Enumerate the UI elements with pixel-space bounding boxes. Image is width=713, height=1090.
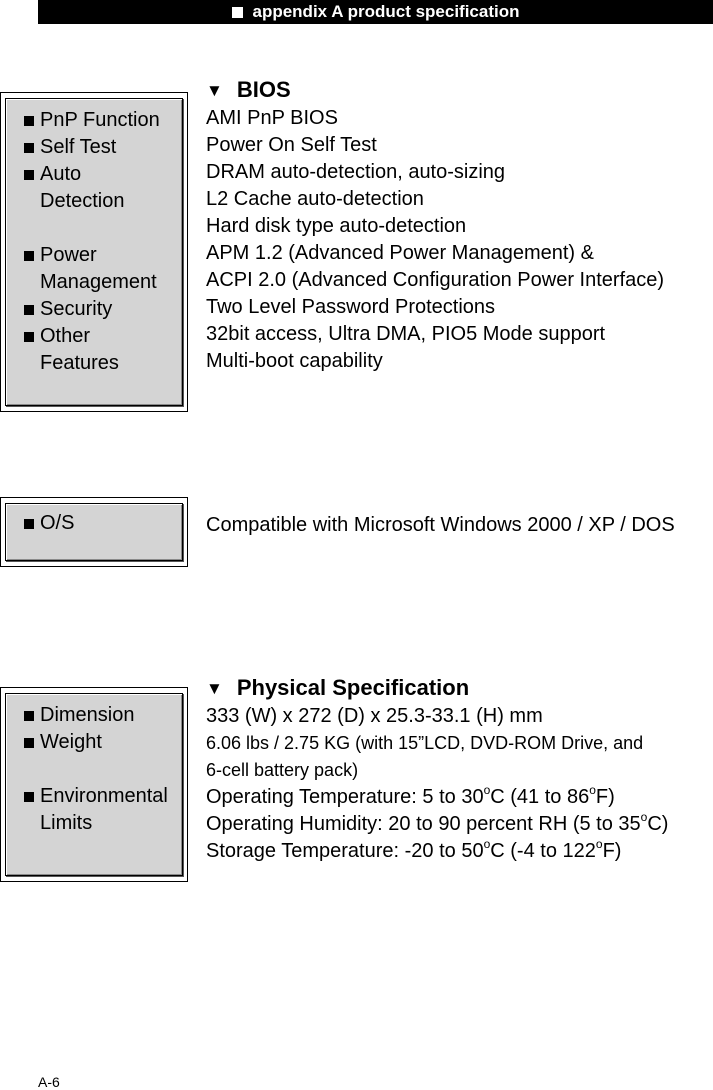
os-feature-list [24,510,180,537]
page-number: A-6 [38,1074,60,1090]
operating-humidity: Operating Humidity: 20 to 90 percent RH (5 to 35$^o$C) [206,810,669,835]
feature-item: Other Features [24,323,120,377]
bios-line: APM 1.2 (Advanced Power Management) & [206,242,594,264]
triangle-down-icon: ▼ [206,81,223,100]
bios-line: ACPI 2.0 (Advanced Configuration Power Interface) [206,269,665,291]
chapter-header [38,0,713,24]
physical-details [206,703,668,865]
chapter-title: appendix A product specification [252,2,520,21]
bios-details [206,105,664,375]
feature-item: Self Test [24,134,180,161]
feature-item: Weight [24,729,180,756]
os-value: Compatible with Microsoft Windows 2000 / XP / DOS [206,514,675,536]
square-bullet-icon [24,519,34,529]
bios-line: L2 Cache auto-detection [206,188,424,210]
bios-line: DRAM auto-detection, auto-sizing [206,161,506,183]
os-box [0,497,188,567]
square-icon [232,7,243,18]
bios-line: Power On Self Test [206,134,377,156]
feature-item: Environmental Limits [24,783,180,837]
bios-feature-list [24,107,180,377]
square-bullet-icon [24,305,34,315]
feature-item: Dimension [24,702,180,729]
dimension-value: 333 (W) x 272 (D) x 25.3-33.1 (H) mm [206,705,543,727]
feature-item: Auto Detection [24,161,120,215]
feature-item: O/S [24,510,180,537]
operating-temperature: Operating Temperature: 5 to 30$^o$C (41 to 86$^o$F) [206,783,615,808]
storage-temperature: Storage Temperature: -20 to 50$^o$C (-4 to 122$^o$F) [206,837,622,862]
physical-feature-list [24,702,180,837]
bios-line: 32bit access, Ultra DMA, PIO5 Mode support [206,323,606,345]
square-bullet-icon [24,170,34,180]
physical-heading [206,675,469,702]
square-bullet-icon [24,116,34,126]
bios-line: Two Level Password Protections [206,296,496,318]
weight-value-cont: 6-cell battery pack) [206,760,359,780]
bios-line: Multi-boot capability [206,350,383,372]
bios-title: BIOS [236,77,291,102]
bios-line: AMI PnP BIOS [206,107,338,129]
feature-item: Security [24,296,180,323]
feature-item: PnP Function [24,107,180,134]
square-bullet-icon [24,711,34,721]
triangle-down-icon: ▼ [206,679,223,698]
weight-value: 6.06 lbs / 2.75 KG (with 15”LCD, DVD-ROM Drive, and [206,733,644,753]
square-bullet-icon [24,792,34,802]
feature-item: Power Management [24,242,170,296]
physical-title: Physical Specification [236,675,470,700]
bios-features-box [0,92,188,412]
bios-heading [206,77,291,104]
square-bullet-icon [24,251,34,261]
bios-line: Hard disk type auto-detection [206,215,467,237]
square-bullet-icon [24,738,34,748]
os-details [206,512,675,539]
physical-features-box [0,687,188,882]
square-bullet-icon [24,143,34,153]
square-bullet-icon [24,332,34,342]
